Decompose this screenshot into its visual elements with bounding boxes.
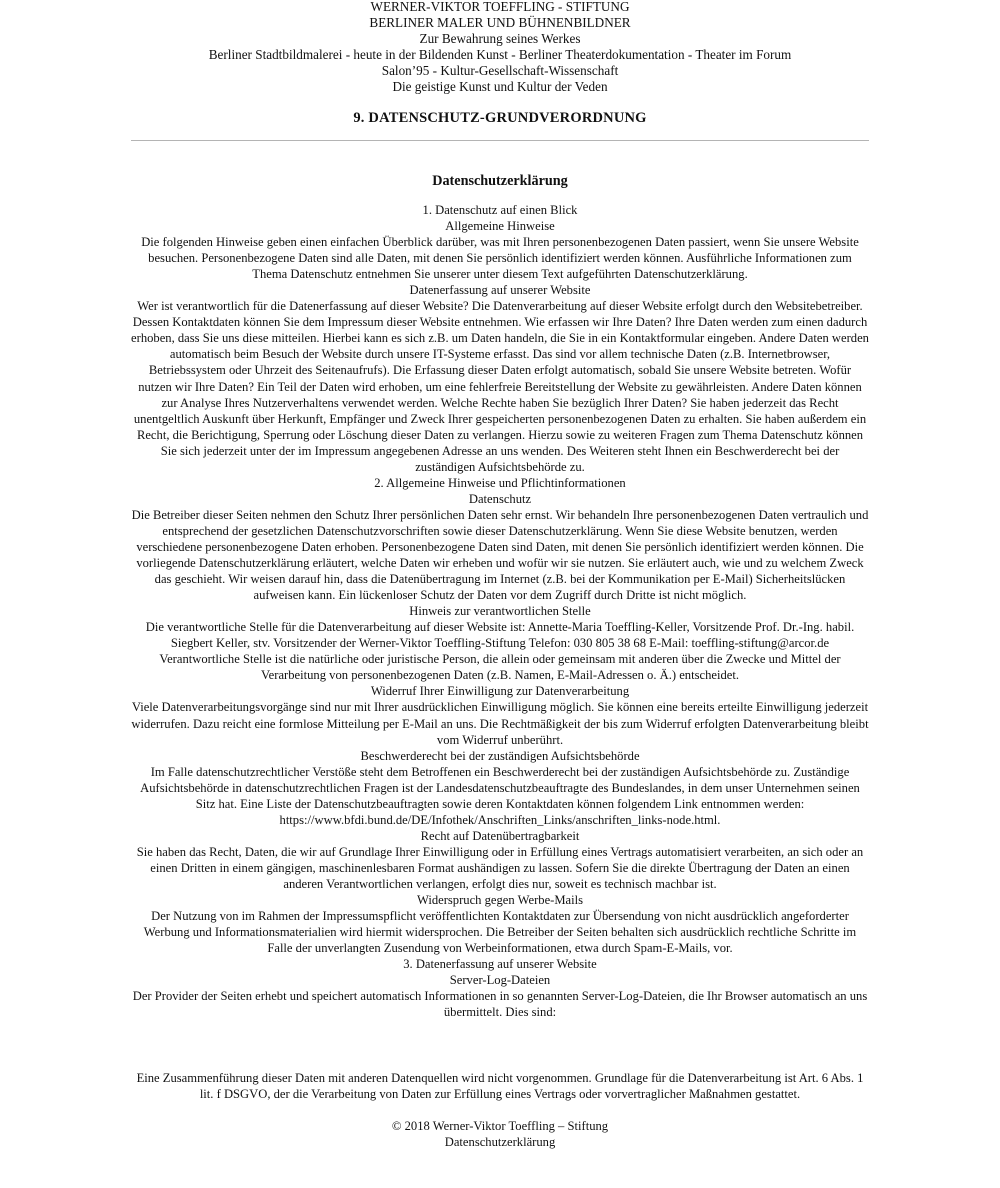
footer [0,1118,1000,1150]
privacy-policy-body [131,202,869,1102]
paragraph: Die Betreiber dieser Seiten nehmen den Schutz Ihrer persönlichen Daten sehr ernst. Wir behandeln Ihre personenbezogenen Daten vertraulich und entsprechend der gesetzlichen Datenschutzvorschriften sowie dieser Datenschutzerklärung. Wenn Sie diese Website benutzen, werden verschiedene personenbezogene Daten erhoben. Personenbezogene Daten sind Daten, mit denen Sie persönlich identifiziert werden können. Die vorliegende Datenschutzerklärung erläutert, welche Daten wir erheben und wofür wir sie nutzen. Sie erläutert auch, wie und zu welchem Zweck das geschieht. Wir weisen darauf hin, dass die Datenübertragung im Internet (z.B. bei der Kommunikation per E-Mail) Sicherheitslücken aufweisen kann. Ein lückenloser Schutz der Daten vor dem Zugriff durch Dritte ist nicht möglich. [131,507,869,603]
footer-label: Datenschutzerklärung [444,1135,556,1150]
header-line: Die geistige Kunst und Kultur der Veden [392,79,608,94]
header-line: Salon’95 - Kultur-Gesellschaft-Wissenschaft [381,63,619,78]
paragraph: Wer ist verantwortlich für die Datenerfassung auf dieser Website? Die Datenverarbeitung auf dieser Website erfolgt durch den Websitebetreiber. Dessen Kontaktdaten können Sie dem Impressum dieser Website entnehmen. Wie erfassen wir Ihre Daten? Ihre Daten werden zum einen dadurch erhoben, dass Sie uns diese mitteilen. Hierbei kann es sich z.B. um Daten handeln, die Sie in ein Kontaktformular eingeben. Andere Daten werden automatisch beim Besuch der Website durch unsere IT-Systeme erfasst. Das sind vor allem technische Daten (z.B. Internetbrowser, Betriebssystem oder Uhrzeit des Seitenaufrufs). Die Erfassung dieser Daten erfolgt automatisch, sobald Sie unsere Website betreten. Wofür nutzen wir Ihre Daten? Ein Teil der Daten wird erhoben, um eine fehlerfreie Bereitstellung der Website zu gewährleisten. Andere Daten können zur Analyse Ihres Nutzerverhaltens verwendet werden. Welche Rechte haben Sie bezüglich Ihrer Daten? Sie haben jederzeit das Recht unentgeltlich Auskunft über Herkunft, Empfänger und Zweck Ihrer gespeicherten personenbezogenen Daten zu erhalten. Sie haben außerdem ein Recht, die Berichtigung, Sperrung oder Löschung dieser Daten zu verlangen. Hierzu sowie zu weiteren Fragen zum Thema Datenschutz können Sie sich jederzeit unter der im Impressum angegebenen Adresse an uns wenden. Des Weiteren steht Ihnen ein Beschwerderecht bei der zuständigen Aufsichtsbehörde zu. [131,299,869,474]
subheading: 2. Allgemeine Hinweise und Pflichtinformationen [374,475,626,490]
subheading: Datenschutz [468,491,532,506]
paragraph: Eine Zusammenführung dieser Daten mit anderen Datenquellen wird nicht vorgenommen. Grundlage für die Datenverarbeitung ist Art. 6 Abs. 1 lit. f DSGVO, der die Verarbeitung von Daten zur Erfüllung eines Vertrags oder vorvertraglicher Maßnahmen gestattet. [136,1071,864,1102]
subheading: Hinweis zur verantwortlichen Stelle [409,604,591,619]
subheading: 3. Datenerfassung auf unserer Website [403,957,597,972]
subheading: Allgemeine Hinweise [445,219,555,234]
section-title: 9. DATENSCHUTZ-GRUNDVERORDNUNG [353,110,647,126]
paragraph: Sie haben das Recht, Daten, die wir auf Grundlage Ihrer Einwilligung oder in Erfüllung eines Vertrags automatisiert verarbeiten, an sich oder an einen Dritten in einem gängigen, maschinenlesbaren Format aushändigen zu lassen. Sofern Sie die direkte Übertragung der Daten an einen anderen Verantwortlichen verlangen, erfolgt dies nur, soweit es technisch machbar ist. [136,844,864,891]
header-line: WERNER-VIKTOR TOEFFLING - STIFTUNG [370,0,630,14]
divider [131,140,869,141]
subheading: Beschwerderecht bei der zuständigen Aufsichtsbehörde [360,748,640,763]
footer-copyright: © 2018 Werner-Viktor Toeffling – Stiftung [391,1119,609,1134]
subheading: Datenerfassung auf unserer Website [409,283,591,298]
subheading: Recht auf Datenübertragbarkeit [420,828,580,843]
paragraph: Viele Datenverarbeitungsvorgänge sind nur mit Ihrer ausdrücklichen Einwilligung möglich. Sie können eine bereits erteilte Einwilligung jederzeit widerrufen. Dazu reicht eine formlose Mitteilung per E-Mail an uns. Die Rechtmäßigkeit der bis zum Widerruf erfolgten Datenverarbeitung bleibt vom Widerruf unberührt. [131,700,869,747]
header-line: Zur Bewahrung seines Werkes [419,31,581,46]
spacer [131,1020,869,1070]
header-line: Berliner Stadtbildmalerei - heute in der Bildenden Kunst - Berliner Theaterdokumentation - Theater im Forum [208,47,792,62]
page-title: Datenschutzerklärung [432,173,568,189]
subheading: Widerspruch gegen Werbe-Mails [416,893,584,908]
paragraph: Der Nutzung von im Rahmen der Impressumspflicht veröffentlichten Kontaktdaten zur Übersendung von nicht ausdrücklich angeforderter Werbung und Informationsmaterialien wird hiermit widersprochen. Die Betreiber der Seiten behalten sich ausdrücklich rechtliche Schritte im Falle der unverlangten Zusendung von Werbeinformationen, etwa durch Spam-E-Mails, vor. [143,909,857,956]
subheading: Widerruf Ihrer Einwilligung zur Datenverarbeitung [370,684,630,699]
subheading: 1. Datenschutz auf einen Blick [422,203,578,217]
subheading: Server-Log-Dateien [449,973,551,988]
header-line: BERLINER MALER UND BÜHNENBILDNER [369,15,631,30]
paragraph: Im Falle datenschutzrechtlicher Verstöße steht dem Betroffenen ein Beschwerderecht bei der zuständigen Aufsichtsbehörde zu. Zuständige Aufsichtsbehörde in datenschutzrechtlichen Fragen ist der Landesdatenschutzbeauftragte des Bundeslandes, in dem unser Unternehmen seinen Sitz hat. Eine Liste der Datenschutzbeauftragten sowie deren Kontaktdaten können folgendem Link entnommen werden: https://www.bfdi.bund.de/DE/Infothek/Anschriften_Links/anschriften_links-node.html. [140,764,860,827]
paragraph: Die folgenden Hinweise geben einen einfachen Überblick darüber, was mit Ihren personenbezogenen Daten passiert, wenn Sie unsere Website besuchen. Personenbezogene Daten sind alle Daten, mit denen Sie persönlich identifiziert werden können. Ausführliche Informationen zum Thema Datenschutz entnehmen Sie unserer unter diesem Text aufgeführten Datenschutzerklärung. [141,235,859,282]
paragraph: Der Provider der Seiten erhebt und speichert automatisch Informationen in so genannten Server-Log-Dateien, die Ihr Browser automatisch an uns übermittelt. Dies sind: [132,989,868,1020]
paragraph: Die verantwortliche Stelle für die Datenverarbeitung auf dieser Website ist: Annette-Maria Toeffling-Keller, Vorsitzende Prof. Dr.-Ing. habil. Siegbert Keller, stv. Vorsitzender der Werner-Viktor Toeffling-Stiftung Telefon: 030 805 38 68 E-Mail: toeffling-stiftung@arcor.de Verantwortliche Stelle ist die natürliche oder juristische Person, die allein oder gemeinsam mit anderen über die Zwecke und Mittel der Verarbeitung von personenbezogenen Daten (z.B. Namen, E-Mail-Adressen o. Ä.) entscheidet. [145,620,855,683]
foundation-header [0,0,1000,95]
